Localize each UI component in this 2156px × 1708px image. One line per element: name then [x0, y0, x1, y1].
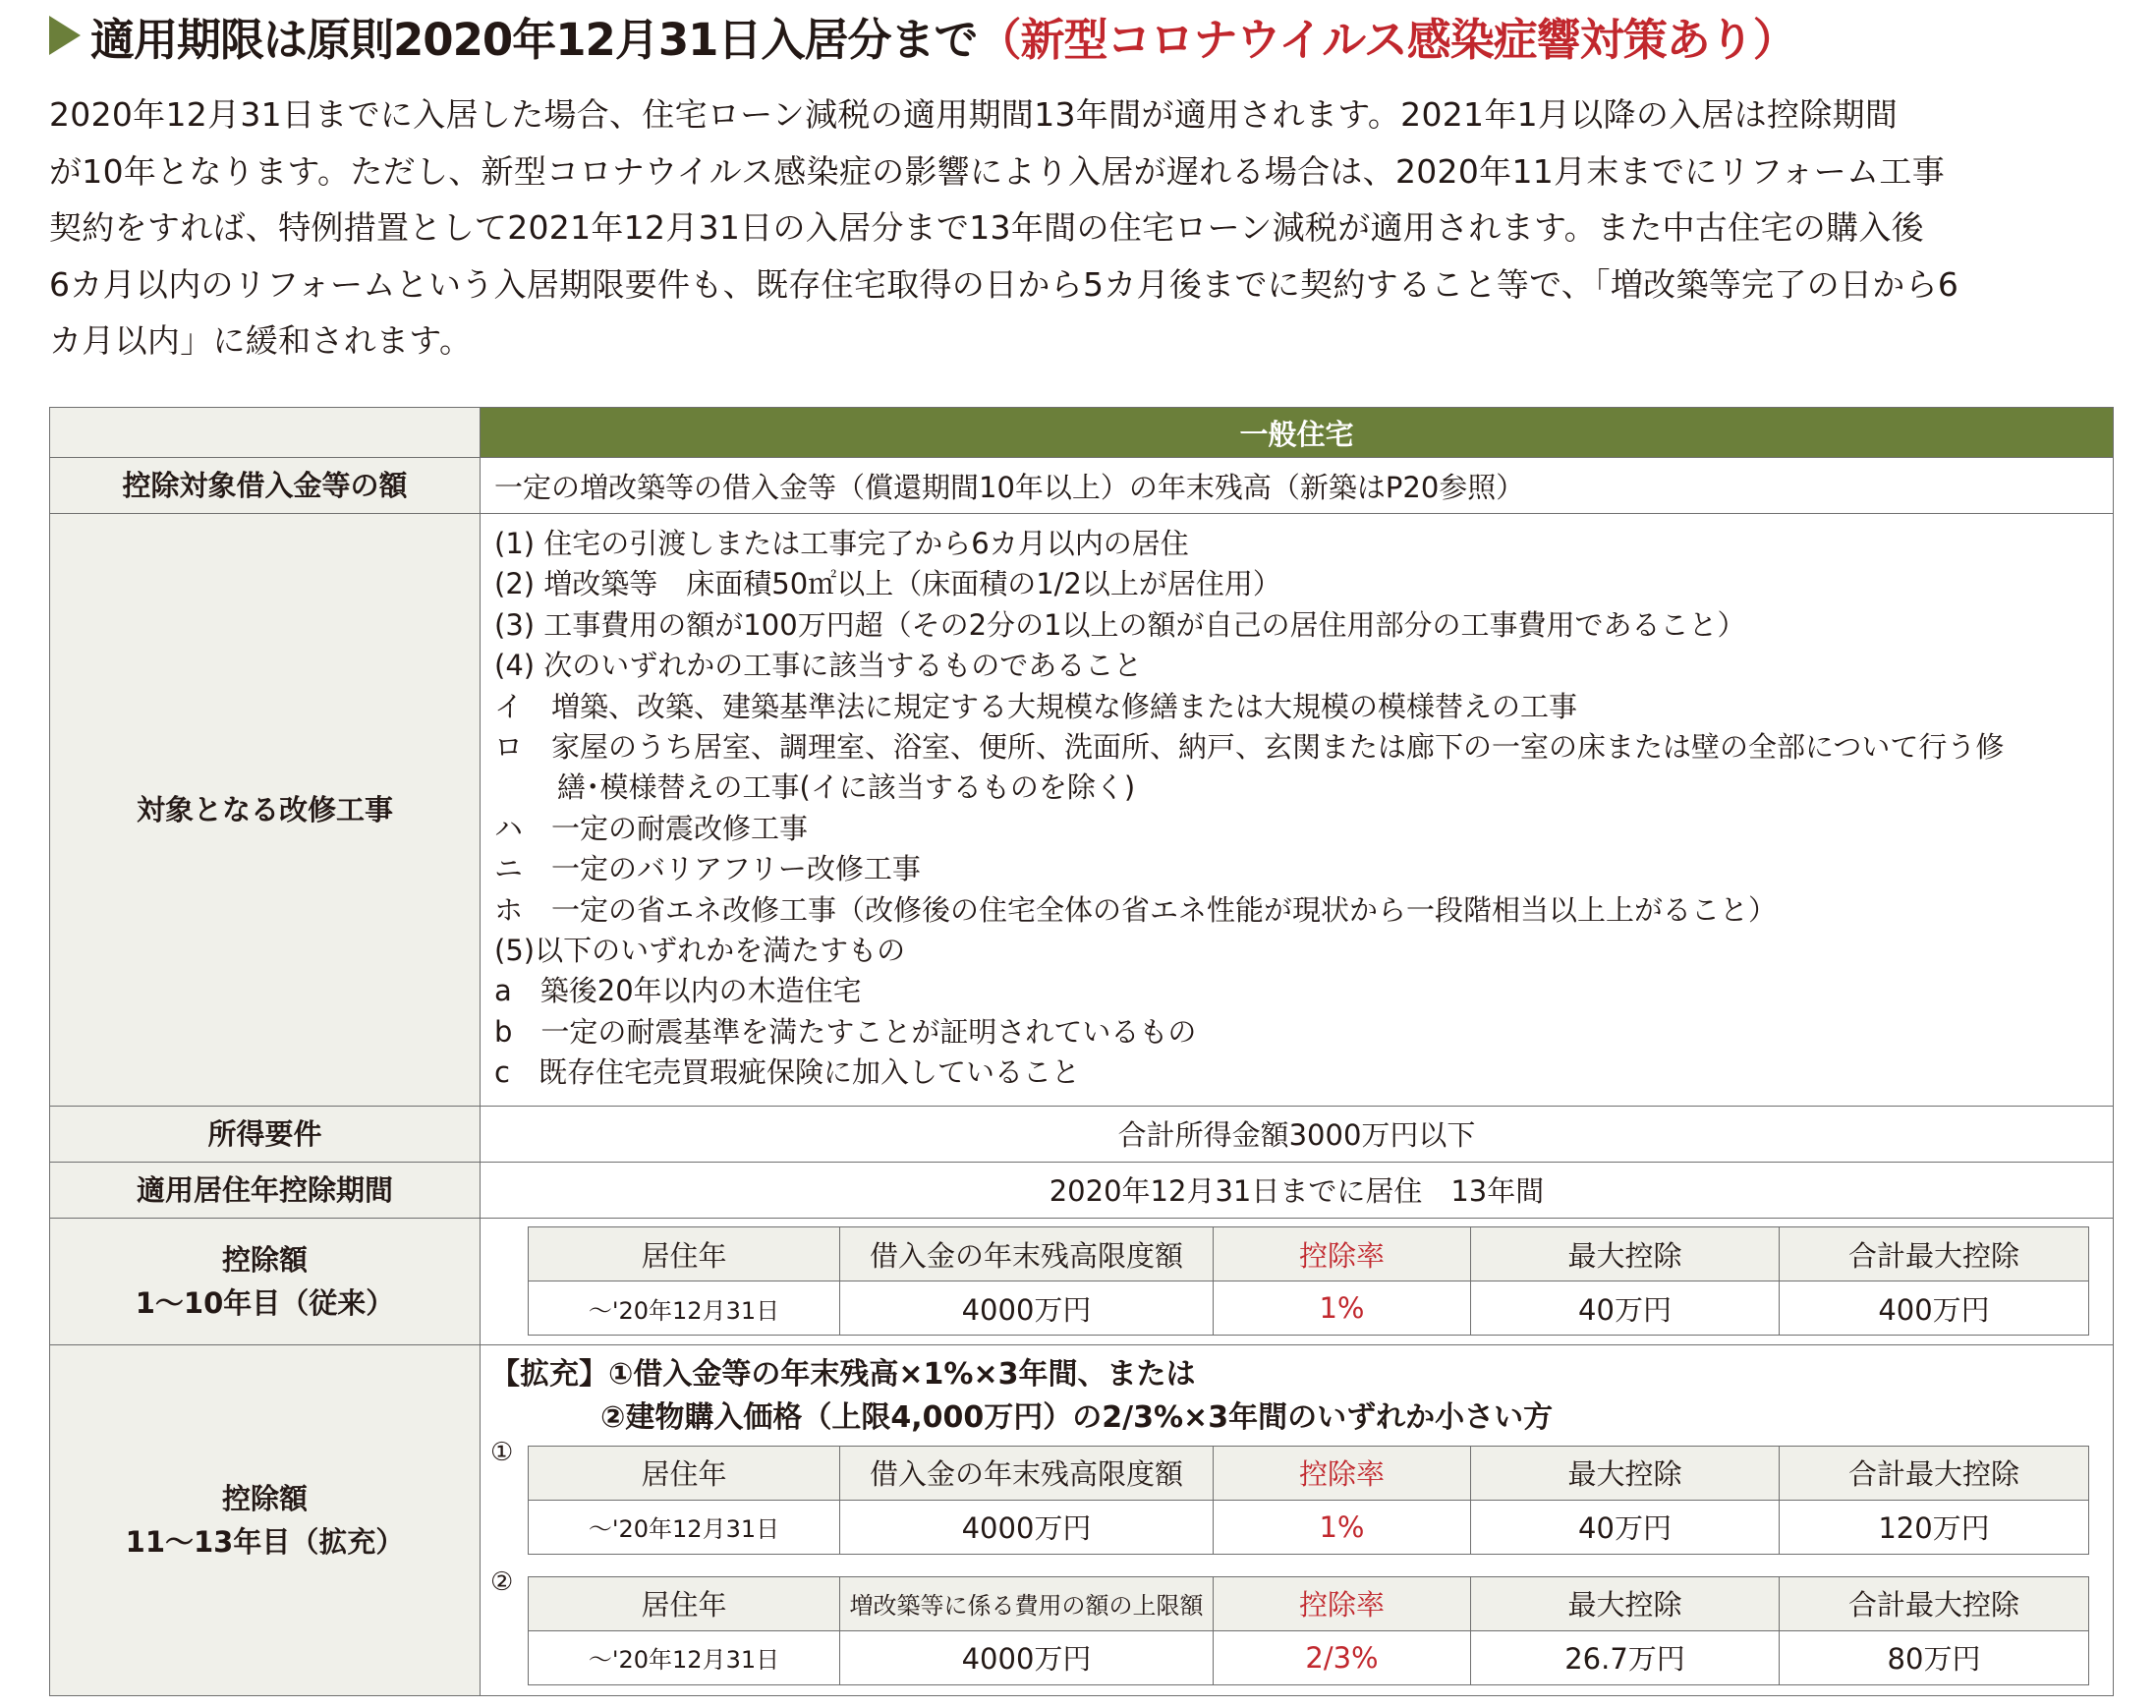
row-label: 所得要件	[50, 1106, 481, 1162]
expansion-note	[481, 1345, 2113, 1440]
condition-line: c 既存住宅売買瑕疵保険に加入していること	[494, 1055, 1080, 1090]
condition-line: ホ 一定の省エネ改修工事（改修後の住宅全体の省エネ性能が現状から一段階相当以上上がること）	[494, 892, 1778, 927]
row-label: 適用居住年控除期間	[50, 1162, 481, 1218]
subtable-header-row	[529, 1227, 2089, 1281]
table-cell: ～'20年12月31日	[529, 1630, 840, 1684]
deduction-cell	[481, 1218, 2114, 1344]
row-income-requirement	[50, 1106, 2114, 1162]
row-target-works	[50, 514, 2114, 1107]
heading-title: 適用期限は原則2020年12月31日入居分まで	[90, 13, 978, 66]
row-deduction-years-11-13	[50, 1344, 2114, 1695]
condition-line: (1) 住宅の引渡しまたは工事完了から6カ月以内の居住	[494, 527, 1189, 560]
intro-line: 契約をすれば、特例措置として2021年12月31日の入居分まで13年間の住宅ローン減税が適用されます。また中古住宅の購入後	[49, 208, 1924, 247]
table-cell: 4000万円	[840, 1500, 1214, 1554]
intro-line: カ月以内」に緩和されます。	[49, 321, 473, 360]
condition-line: (5)以下のいずれかを満たすもの	[494, 934, 906, 968]
intro-paragraph	[49, 86, 2113, 370]
table-cell: ～'20年12月31日	[529, 1281, 840, 1336]
play-triangle-icon	[49, 16, 81, 55]
table-cell: 400万円	[1780, 1281, 2089, 1336]
table-cell: 4000万円	[840, 1281, 1214, 1336]
label-line: 11～13年目（拡充）	[125, 1524, 405, 1559]
row-label	[50, 1218, 481, 1344]
col-header: 合計最大控除	[1780, 1227, 2089, 1281]
condition-line: (4) 次のいずれかの工事に該当するものであること	[494, 649, 1143, 683]
conditions-list	[481, 514, 2113, 1106]
col-header: 借入金の年末残高限度額	[840, 1227, 1214, 1281]
table-cell: 40万円	[1471, 1281, 1780, 1336]
conditions-cell	[481, 514, 2114, 1107]
condition-line: ハ 一定の耐震改修工事	[494, 811, 809, 845]
col-header: 最大控除	[1471, 1446, 1780, 1500]
subtable-header-row	[529, 1576, 2089, 1630]
table-cell: 2/3%	[1214, 1630, 1471, 1684]
condition-line: イ 増築、改築、建築基準法に規定する大規模な修繕または大規模の模様替えの工事	[494, 689, 1578, 723]
table-cell: 120万円	[1780, 1500, 2089, 1554]
col-header: 居住年	[529, 1446, 840, 1500]
note-line: ②建物購入価格（上限4,000万円）の2/3%×3年間のいずれか小さい方	[600, 1399, 1554, 1435]
table-cell: 4000万円	[840, 1630, 1214, 1684]
table-header-row	[50, 408, 2114, 458]
subtable-value-row	[529, 1630, 2089, 1684]
intro-line: 2020年12月31日までに入居した場合、住宅ローン減税の適用期間13年間が適用されます。2021年1月以降の入居は控除期間	[49, 95, 1899, 134]
condition-line: a 築後20年以内の木造住宅	[494, 974, 862, 1008]
col-header: 控除率	[1214, 1446, 1471, 1500]
table-cell: 26.7万円	[1471, 1630, 1780, 1684]
tax-deduction-table	[49, 407, 2114, 1696]
table-cell: ～'20年12月31日	[529, 1500, 840, 1554]
row-value: 2020年12月31日までに居住 13年間	[481, 1162, 2114, 1218]
condition-line: ニ 一定のバリアフリー改修工事	[494, 852, 921, 886]
condition-line: ロ 家屋のうち居室、調理室、浴室、便所、洗面所、納戸、玄関または廊下の一室の床または壁の全部について行う修	[494, 730, 2005, 765]
condition-line: (3) 工事費用の額が100万円超（その2分の1以上の額が自己の居住用部分の工事費用であること）	[494, 607, 1746, 642]
heading-subtitle: （新型コロナウイルス感染症響対策あり）	[977, 13, 1796, 66]
col-header: 居住年	[529, 1576, 840, 1630]
table-cell: 40万円	[1471, 1500, 1780, 1554]
deduction-subtable-2	[528, 1576, 2089, 1685]
row-label	[50, 1344, 481, 1695]
table-cell: 80万円	[1780, 1630, 2089, 1684]
col-header: 控除率	[1214, 1576, 1471, 1630]
deduction-subtable-1	[528, 1446, 2089, 1555]
row-loan-amount	[50, 458, 2114, 514]
label-line: 1～10年目（従来）	[135, 1285, 395, 1320]
col-header: 最大控除	[1471, 1227, 1780, 1281]
label-line: 控除額	[221, 1242, 308, 1277]
table-cell: 1%	[1214, 1500, 1471, 1554]
note-line: 【拡充】①借入金等の年末残高×1%×3年間、または	[490, 1356, 1196, 1392]
row-deduction-years-1-10	[50, 1218, 2114, 1344]
condition-line: 繕･模様替えの工事(イに該当するものを除く)	[557, 770, 1136, 805]
row-deduction-period	[50, 1162, 2114, 1218]
intro-line: 6カ月以内のリフォームという入居期限要件も、既存住宅取得の日から5カ月後までに契約すること等で、「増改築等完了の日から6	[49, 264, 1959, 304]
header-blank-cell	[50, 408, 481, 458]
condition-line: (2) 増改築等 床面積50㎡以上（床面積の1/2以上が居住用）	[494, 567, 1281, 601]
circled-one-marker: ①	[490, 1437, 514, 1467]
section-heading	[49, 6, 1796, 65]
col-header: 居住年	[529, 1227, 840, 1281]
subtable-value-row	[529, 1500, 2089, 1554]
col-header: 控除率	[1214, 1227, 1471, 1281]
subtable-header-row	[529, 1446, 2089, 1500]
col-header: 増改築等に係る費用の額の上限額	[840, 1576, 1214, 1630]
col-header: 合計最大控除	[1780, 1576, 2089, 1630]
row-value: 合計所得金額3000万円以下	[481, 1106, 2114, 1162]
header-general-housing: 一般住宅	[481, 408, 2114, 458]
row-label: 控除対象借入金等の額	[50, 458, 481, 514]
col-header: 借入金の年末残高限度額	[840, 1446, 1214, 1500]
deduction-subtable	[528, 1226, 2089, 1336]
expanded-deduction-cell	[481, 1344, 2114, 1695]
table-cell: 1%	[1214, 1281, 1471, 1336]
row-value: 一定の増改築等の借入金等（償還期間10年以上）の年末残高（新築はP20参照）	[481, 458, 2114, 514]
circled-two-marker: ②	[490, 1566, 514, 1597]
intro-line: が10年となります。ただし、新型コロナウイルス感染症の影響により入居が遅れる場合は、2020年11月末までにリフォーム工事	[49, 151, 1945, 191]
condition-line: b 一定の耐震基準を満たすことが証明されているもの	[494, 1014, 1197, 1049]
row-label: 対象となる改修工事	[50, 514, 481, 1107]
subtable-value-row	[529, 1281, 2089, 1336]
col-header: 最大控除	[1471, 1576, 1780, 1630]
label-line: 控除額	[221, 1481, 308, 1515]
col-header: 合計最大控除	[1780, 1446, 2089, 1500]
